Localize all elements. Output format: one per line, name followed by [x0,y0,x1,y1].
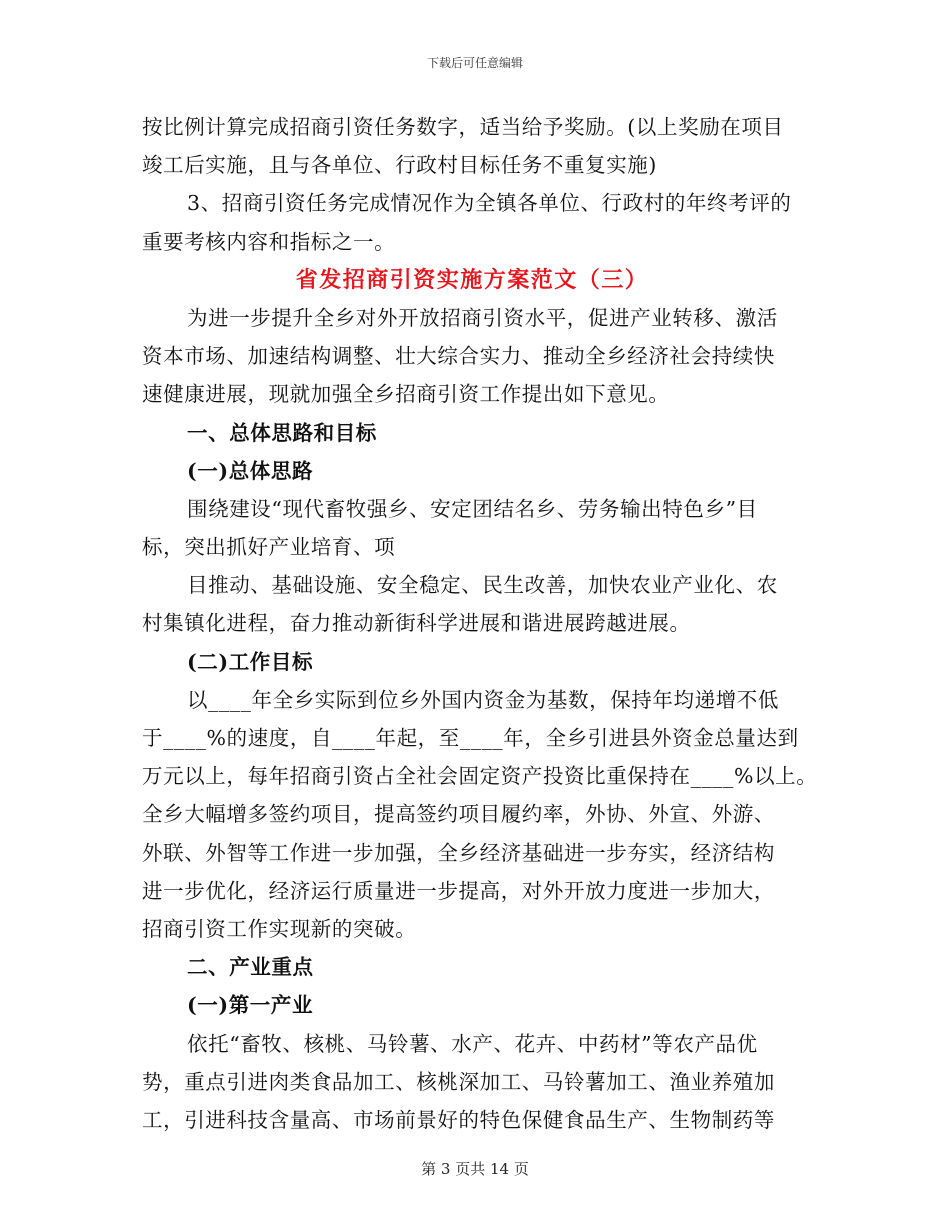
paragraph-line: 速健康进展，现就加强全乡招商引资工作提出如下意见。 [142,382,670,407]
heading-level-1: 二、产业重点 [187,955,314,980]
heading-level-2: (一)第一产业 [187,993,314,1018]
paragraph-line: 工，引进科技含量高、市场前景好的特色保健食品生产、生物制药等 [142,1107,775,1132]
paragraph-line: 于____%的速度，自____年起，至____年，全乡引进县外资金总量达到 [142,726,799,750]
paragraph-line: 3、招商引资任务完成情况作为全镇各单位、行政村的年终考评的 [187,191,792,216]
document-body [142,108,822,1139]
paragraph-line: 全乡大幅增多签约项目，提高签约项目履约率，外协、外宣、外游、 [142,802,775,827]
page-header: 下载后可任意编辑 [426,56,523,70]
paragraph-line: 竣工后实施，且与各单位、行政村目标任务不重复实施) [142,153,657,178]
paragraph-line: 为进一步提升全乡对外开放招商引资水平，促进产业转移、激活 [187,305,778,330]
paragraph-line: 依托“畜牧、核桃、马铃薯、水产、花卉、中药材”等农产品优 [187,1031,758,1056]
section-title: 省发招商引资实施方案范文（三） [295,266,649,293]
paragraph-line: 外联、外智等工作进一步加强，全乡经济基础进一步夯实，经济结构 [142,840,775,865]
paragraph-line: 目推动、基础设施、安全稳定、民生改善，加快农业产业化、农 [187,573,778,598]
paragraph-line: 势，重点引进肉类食品加工、核桃深加工、马铃薯加工、渔业养殖加 [142,1069,775,1094]
paragraph-line: 重要考核内容和指标之一。 [142,229,396,254]
paragraph-line: 资本市场、加速结构调整、壮大综合实力、推动全乡经济社会持续快 [142,344,775,369]
paragraph-line: 按比例计算完成招商引资任务数字，适当给予奖励。(以上奖励在项目 [142,115,784,139]
paragraph-line: 围绕建设“现代畜牧强乡、安定团结名乡、劳务输出特色乡”目 [187,496,758,521]
heading-level-1: 一、总体思路和目标 [187,420,377,445]
page-footer: 第 3 页共 14 页 [421,1160,529,1178]
paragraph-line: 以____年全乡实际到位乡外国内资金为基数，保持年均递增不低 [187,687,779,712]
heading-level-2: (二)工作目标 [187,649,314,674]
paragraph-line: 进一步优化，经济运行质量进一步提高，对外开放力度进一步加大， [142,878,775,903]
heading-level-2: (一)总体思路 [187,458,314,483]
paragraph-line: 万元以上，每年招商引资占全社会固定资产投资比重保持在____%以上。 [142,764,818,789]
paragraph-line: 标，突出抓好产业培育、项 [142,535,396,560]
paragraph-line: 招商引资工作实现新的突破。 [142,916,417,941]
paragraph-line: 村集镇化进程，奋力推动新街科学进展和谐进展跨越进展。 [142,611,691,636]
